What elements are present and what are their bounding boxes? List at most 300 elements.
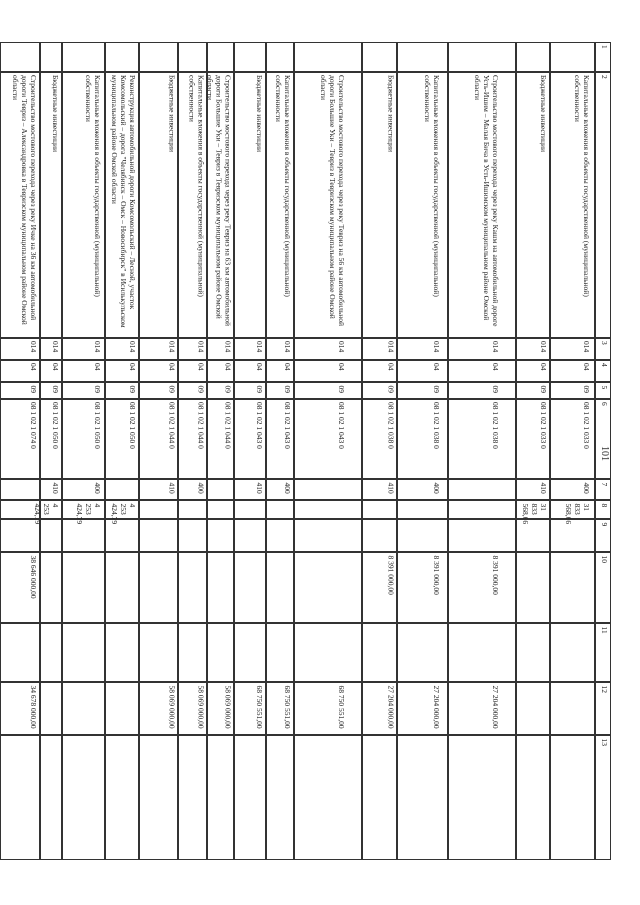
column-header-6	[595, 399, 611, 479]
table-row-2-col-4	[516, 360, 550, 382]
table-row-4-col-3-text: 014	[431, 341, 441, 353]
table-row-5-col-9	[362, 519, 397, 552]
column-header-11	[595, 623, 611, 682]
table-row-9-col-11	[207, 623, 234, 682]
table-row-8-col-12	[234, 682, 266, 735]
table-row-5-col-11	[362, 623, 397, 682]
table-row-4-col-8	[397, 500, 448, 519]
table-row-7-col-2	[266, 72, 294, 338]
table-row-11-col-13	[139, 735, 178, 860]
table-row-3-col-7	[448, 479, 516, 500]
table-row-15-col-6	[0, 399, 40, 479]
table-row-3-col-6	[448, 399, 516, 479]
table-row-6-col-5-text: 09	[337, 385, 346, 393]
column-header-5-text: 5	[600, 385, 609, 389]
column-header-1	[595, 42, 611, 72]
table-row-1-col-13	[550, 735, 595, 860]
table-row-14-col-7	[40, 479, 62, 500]
table-row-15-col-10	[0, 552, 40, 623]
table-row-15-col-4	[0, 360, 40, 382]
table-row-11-col-6-text: 08 1 02 1 044 0	[167, 402, 176, 449]
table-row-4-col-2	[397, 72, 448, 338]
table-row-12-col-1	[105, 42, 139, 72]
table-row-6-col-4-text: 04	[337, 363, 346, 371]
table-row-4-col-5	[397, 382, 448, 399]
table-row-2-col-4-text: 04	[539, 363, 548, 371]
table-row-15-col-7	[0, 479, 40, 500]
table-row-9-col-2	[207, 72, 234, 338]
table-row-1-col-5	[550, 382, 595, 399]
table-row-11-col-5-text: 09	[167, 385, 176, 393]
page-number: 101	[599, 446, 610, 461]
table-row-9-col-4	[207, 360, 234, 382]
table-row-5-col-10-text: 8 391 000,00	[386, 555, 395, 595]
table-row-13-col-3-text: 014	[92, 341, 102, 353]
table-row-9-col-7	[207, 479, 234, 500]
column-header-10	[595, 552, 611, 623]
table-row-5-col-7	[362, 479, 397, 500]
table-row-8-col-2-text: Бюджетные инвестиции	[255, 75, 264, 152]
table-row-7-col-3-text: 014	[283, 341, 292, 353]
table-row-9-col-12	[207, 682, 234, 735]
table-row-2-col-2-text: Бюджетные инвестиции	[539, 75, 548, 152]
table-row-10-col-13	[178, 735, 207, 860]
table-row-13-col-7	[62, 479, 105, 500]
column-header-4-text: 4	[600, 363, 609, 367]
table-row-1-col-9	[550, 519, 595, 552]
table-row-7-col-7-text: 400	[283, 482, 292, 494]
table-row-15-col-10-text: 38 646 000,00	[29, 555, 38, 599]
table-row-10-col-3-text: 014	[196, 341, 205, 353]
table-row-4-col-9	[397, 519, 448, 552]
table-row-6-col-7	[294, 479, 362, 500]
table-row-12-col-6-text: 08 1 02 1 050 0	[128, 402, 137, 449]
column-header-9-text: 9	[600, 522, 609, 526]
table-row-9-col-5-text: 09	[223, 385, 232, 393]
column-header-9	[595, 519, 611, 552]
table-row-3-col-4-text: 04	[491, 363, 500, 371]
table-row-3-col-12	[448, 682, 516, 735]
table-row-10-col-7-text: 400	[196, 482, 205, 494]
table-row-10-col-4	[178, 360, 207, 382]
table-row-8-col-4	[234, 360, 266, 382]
table-row-11-col-4-text: 04	[167, 363, 176, 371]
table-row-9-col-13	[207, 735, 234, 860]
table-row-15-col-1	[0, 42, 40, 72]
table-row-6-col-6-text: 08 1 02 1 043 0	[337, 402, 346, 449]
column-header-13-text: 13	[600, 738, 609, 746]
column-header-8-text: 8	[600, 503, 609, 507]
table-row-8-col-3	[234, 338, 266, 360]
table-row-8-col-5-text: 09	[255, 385, 264, 393]
table-row-10-col-4-text: 04	[196, 363, 205, 371]
table-row-6-col-3-text: 014	[337, 341, 346, 353]
table-row-3-col-1	[448, 42, 516, 72]
table-row-9-col-10	[207, 552, 234, 623]
table-row-12-col-4	[105, 360, 139, 382]
table-row-9-col-5	[207, 382, 234, 399]
table-row-14-col-4-text: 04	[51, 363, 60, 371]
table-row-3-col-12-text: 27 204 000,00	[491, 685, 500, 729]
table-row-7-col-9	[266, 519, 294, 552]
table-row-8-col-6-text: 08 1 02 1 043 0	[255, 402, 264, 449]
table-row-8-col-13	[234, 735, 266, 860]
table-row-3-col-3-text: 014	[491, 341, 500, 353]
table-row-2-col-3	[516, 338, 550, 360]
table-row-15-col-12	[0, 682, 40, 735]
table-row-1-col-6-text: 08 1 02 1 033 0	[581, 402, 591, 449]
table-row-2-col-11	[516, 623, 550, 682]
table-row-12-col-8	[105, 500, 139, 524]
table-row-8-col-10	[234, 552, 266, 623]
table-row-11-col-9	[139, 519, 178, 552]
table-row-12-col-3-text: 014	[128, 341, 137, 353]
table-row-1-col-7-text: 400	[581, 482, 591, 494]
table-row-13-col-3	[62, 338, 105, 360]
table-row-7-col-4	[266, 360, 294, 382]
table-row-8-col-11	[234, 623, 266, 682]
column-header-4	[595, 360, 611, 382]
table-row-2-col-7-text: 410	[539, 482, 548, 494]
table-row-11-col-8	[139, 500, 178, 519]
table-row-6-col-4	[294, 360, 362, 382]
table-row-4-col-10	[397, 552, 448, 623]
table-row-4-col-2-text: Капитальные вложения в объекты государственной (муниципальной) собственности	[422, 75, 441, 299]
table-row-15-col-4-text: 04	[29, 363, 38, 371]
table-row-7-col-12-text: 68 750 551,00	[283, 685, 292, 729]
table-row-2-col-5	[516, 382, 550, 399]
table-row-6-col-13	[294, 735, 362, 860]
table-row-6-col-5	[294, 382, 362, 399]
table-row-7-col-13	[266, 735, 294, 860]
table-row-7-col-11	[266, 623, 294, 682]
table-row-12-col-2-text: Реконструкция автомобильной дороги Комсомольский – Лесной, участок Комсомольский – дорога "Челябинск – Омск – Новосибирск" в Исилькульском муниципальном районе Омской области	[110, 75, 137, 330]
table-row-10-col-12-text: 58 069 000,00	[196, 685, 205, 729]
table-row-11-col-7-text: 410	[167, 482, 176, 494]
table-row-15-col-2-text: Строительство мостового перехода через реку Ичке на 36 км автомобильной дороги Тевриз – Александровка в Тевризском муниципальном районе Омской области	[11, 75, 38, 327]
table-row-12-col-3	[105, 338, 139, 360]
table-row-13-col-7-text: 400	[92, 482, 102, 494]
table-row-5-col-12	[362, 682, 397, 735]
table-row-15-col-3-text: 014	[29, 341, 38, 353]
table-row-10-col-6	[178, 399, 207, 479]
table-row-13-col-12	[62, 682, 105, 735]
table-row-14-col-8-text: 4 253 424,79	[33, 503, 60, 524]
table-row-13-col-13	[62, 735, 105, 860]
table-row-12-col-4-text: 04	[128, 363, 137, 371]
table-row-3-col-6-text: 08 1 02 1 038 0	[491, 402, 500, 449]
table-row-2-col-13	[516, 735, 550, 860]
table-row-14-col-4	[40, 360, 62, 382]
table-row-7-col-8	[266, 500, 294, 519]
table-row-12-col-5-text: 09	[128, 385, 137, 393]
table-row-4-col-13	[397, 735, 448, 860]
table-row-11-col-2	[139, 72, 178, 338]
table-row-1-col-4	[550, 360, 595, 382]
table-row-3-col-8	[448, 500, 516, 519]
table-row-1-col-3	[550, 338, 595, 360]
table-row-11-col-3	[139, 338, 178, 360]
table-row-4-col-11	[397, 623, 448, 682]
table-row-10-col-2-text: Капитальные вложения в объекты государственной (муниципальной) собственности	[187, 75, 205, 299]
table-row-2-col-5-text: 09	[539, 385, 548, 393]
table-row-6-col-12	[294, 682, 362, 735]
table-row-6-col-6	[294, 399, 362, 479]
table-row-14-col-5-text: 09	[51, 385, 60, 393]
table-row-8-col-8	[234, 500, 266, 519]
table-row-9-col-1	[207, 42, 234, 72]
table-row-5-col-3-text: 014	[386, 341, 395, 353]
table-row-10-col-3	[178, 338, 207, 360]
table-row-10-col-11	[178, 623, 207, 682]
table-row-9-col-3	[207, 338, 234, 360]
table-row-9-col-2-text: Строительство мостового перехода через реку Тевриз на 63 км автомобильной дороги Большие Уки – Тевриз в Тевризском муниципальном районе Омской области	[205, 75, 232, 328]
table-row-4-col-3	[397, 338, 448, 360]
table-row-14-col-5	[40, 382, 62, 399]
table-row-3-col-5	[448, 382, 516, 399]
table-row-13-col-1	[62, 42, 105, 72]
table-row-15-col-9	[0, 519, 40, 552]
column-header-6-text: 6	[600, 402, 609, 406]
table-row-1-col-4-text: 04	[581, 363, 591, 371]
table-row-14-col-3	[40, 338, 62, 360]
table-row-10-col-2	[178, 72, 207, 338]
table-row-13-col-8	[62, 500, 105, 524]
table-row-4-col-6	[397, 399, 448, 479]
table-row-3-col-10	[448, 552, 516, 623]
table-row-5-col-12-text: 27 204 000,00	[386, 685, 395, 729]
table-row-5-col-13	[362, 735, 397, 860]
table-row-12-col-6	[105, 399, 139, 479]
table-row-12-col-9	[105, 519, 139, 552]
table-row-14-col-10	[40, 552, 62, 623]
table-row-11-col-6	[139, 399, 178, 479]
table-row-10-col-1	[178, 42, 207, 72]
table-row-13-col-5	[62, 382, 105, 399]
table-row-15-col-5	[0, 382, 40, 399]
table-row-2-col-7	[516, 479, 550, 500]
table-row-10-col-12	[178, 682, 207, 735]
table-row-8-col-12-text: 68 750 551,00	[255, 685, 264, 729]
table-row-1-col-5-text: 09	[581, 385, 591, 393]
table-row-8-col-5	[234, 382, 266, 399]
table-row-14-col-2	[40, 72, 62, 338]
table-row-9-col-3-text: 014	[223, 341, 232, 353]
table-row-8-col-9	[234, 519, 266, 552]
column-header-10-text: 10	[600, 555, 609, 563]
table-row-5-col-7-text: 410	[386, 482, 395, 494]
table-row-1-col-10	[550, 552, 595, 623]
table-row-11-col-12-text: 58 069 000,00	[167, 685, 176, 729]
table-row-1-col-2	[550, 72, 595, 338]
table-row-8-col-7	[234, 479, 266, 500]
table-row-5-col-1	[362, 42, 397, 72]
table-row-3-col-10-text: 8 391 000,00	[491, 555, 500, 595]
table-row-13-col-11	[62, 623, 105, 682]
table-row-1-col-3-text: 014	[581, 341, 591, 353]
table-row-3-col-9	[448, 519, 516, 552]
table-row-14-col-12	[40, 682, 62, 735]
table-row-3-col-2-text: Строительство мостового перехода через реку Кашм на автомобильной дороге Усть-Ишим – Малая Бича в Усть-Ишимском муниципальном районе Омской области	[473, 75, 500, 329]
table-row-14-col-7-text: 410	[51, 482, 60, 494]
table-row-10-col-5-text: 09	[196, 385, 205, 393]
table-row-15-col-11	[0, 623, 40, 682]
table-row-6-col-11	[294, 623, 362, 682]
table-row-2-col-9	[516, 519, 550, 552]
table-row-3-col-13	[448, 735, 516, 860]
table-row-9-col-8	[207, 500, 234, 519]
table-row-4-col-7	[397, 479, 448, 500]
table-row-11-col-4	[139, 360, 178, 382]
table-row-4-col-5-text: 09	[431, 385, 441, 393]
column-header-12-text: 12	[600, 685, 609, 693]
table-row-13-col-6	[62, 399, 105, 479]
table-row-5-col-8	[362, 500, 397, 519]
table-row-6-col-2-text: Строительство мостового перехода через реку Тевриз на 56 км автомобильной дороги Большие Уки – Тевриз в Тевризском муниципальном районе Омской области	[319, 75, 346, 328]
table-row-8-col-4-text: 04	[255, 363, 264, 371]
table-row-5-col-10	[362, 552, 397, 623]
table-row-2-col-12	[516, 682, 550, 735]
table-row-13-col-6-text: 08 1 02 1 050 0	[92, 402, 102, 449]
table-row-2-col-1	[516, 42, 550, 72]
table-row-11-col-3-text: 014	[167, 341, 176, 353]
table-row-5-col-5-text: 09	[386, 385, 395, 393]
table-row-14-col-6	[40, 399, 62, 479]
table-row-14-col-13	[40, 735, 62, 860]
table-row-12-col-13	[105, 735, 139, 860]
table-row-2-col-8	[516, 500, 550, 524]
table-row-6-col-8	[294, 500, 362, 519]
table-row-1-col-11	[550, 623, 595, 682]
table-row-11-col-10	[139, 552, 178, 623]
column-header-1-text: 1	[600, 45, 609, 49]
table-row-4-col-4	[397, 360, 448, 382]
table-row-8-col-2	[234, 72, 266, 338]
table-row-8-col-7-text: 410	[255, 482, 264, 494]
table-row-7-col-5	[266, 382, 294, 399]
table-row-10-col-5	[178, 382, 207, 399]
table-row-8-col-1	[234, 42, 266, 72]
table-row-5-col-6	[362, 399, 397, 479]
table-row-5-col-4-text: 04	[386, 363, 395, 371]
table-row-3-col-2	[448, 72, 516, 338]
table-row-3-col-3	[448, 338, 516, 360]
table-row-1-col-6	[550, 399, 595, 479]
table-row-14-col-2-text: Бюджетные инвестиции	[51, 75, 60, 152]
table-row-1-col-7	[550, 479, 595, 500]
table-row-10-col-9	[178, 519, 207, 552]
column-header-3-text: 3	[600, 341, 609, 345]
table-row-11-col-1	[139, 42, 178, 72]
table-row-11-col-11	[139, 623, 178, 682]
table-row-5-col-4	[362, 360, 397, 382]
table-row-8-col-3-text: 014	[255, 341, 264, 353]
table-row-13-col-2	[62, 72, 105, 338]
table-row-4-col-6-text: 08 1 02 1 038 0	[431, 402, 441, 449]
table-row-8-col-6	[234, 399, 266, 479]
column-header-11-text: 11	[600, 626, 609, 634]
table-row-12-col-7	[105, 479, 139, 500]
table-row-13-col-8-text: 4 253 424,79	[74, 503, 102, 524]
column-header-3	[595, 338, 611, 360]
table-row-4-col-1	[397, 42, 448, 72]
table-row-9-col-9	[207, 519, 234, 552]
table-row-13-col-4-text: 04	[92, 363, 102, 371]
table-row-2-col-6	[516, 399, 550, 479]
table-row-15-col-2	[0, 72, 40, 338]
table-row-5-col-5	[362, 382, 397, 399]
table-row-15-col-12-text: 34 678 000,00	[29, 685, 38, 729]
column-header-5	[595, 382, 611, 399]
table-row-11-col-5	[139, 382, 178, 399]
table-row-3-col-11	[448, 623, 516, 682]
table-row-7-col-1	[266, 42, 294, 72]
table-row-4-col-10-text: 8 391 000,00	[431, 555, 441, 595]
table-row-1-col-12	[550, 682, 595, 735]
table-row-2-col-8-text: 31 833 568,66	[521, 503, 548, 524]
table-row-1-col-8	[550, 500, 595, 524]
table-row-4-col-7-text: 400	[431, 482, 441, 494]
table-row-12-col-8-text: 4 253 424,79	[110, 503, 137, 524]
table-row-9-col-6	[207, 399, 234, 479]
table-row-14-col-3-text: 014	[51, 341, 60, 353]
column-header-8	[595, 500, 611, 519]
table-row-9-col-4-text: 04	[223, 363, 232, 371]
table-row-13-col-2-text: Капитальные вложения в объекты государственной (муниципальной) собственности	[83, 75, 102, 299]
column-header-7	[595, 479, 611, 500]
table-row-4-col-12	[397, 682, 448, 735]
table-row-5-col-6-text: 08 1 02 1 038 0	[386, 402, 395, 449]
table-row-4-col-12-text: 27 204 000,00	[431, 685, 441, 729]
table-row-6-col-12-text: 68 750 551,00	[337, 685, 346, 729]
table-row-7-col-12	[266, 682, 294, 735]
table-row-6-col-10	[294, 552, 362, 623]
table-row-2-col-6-text: 08 1 02 1 033 0	[539, 402, 548, 449]
table-row-1-col-8-text: 31 833 568,66	[563, 503, 591, 524]
table-row-7-col-5-text: 09	[283, 385, 292, 393]
table-row-7-col-10	[266, 552, 294, 623]
table-row-15-col-6-text: 08 1 02 1 074 0	[29, 402, 38, 449]
table-row-13-col-4	[62, 360, 105, 382]
table-row-10-col-10	[178, 552, 207, 623]
table-row-2-col-10	[516, 552, 550, 623]
table-row-15-col-3	[0, 338, 40, 360]
column-header-7-text: 7	[600, 482, 609, 486]
table-row-7-col-7	[266, 479, 294, 500]
table-row-15-col-5-text: 09	[29, 385, 38, 393]
table-row-10-col-8	[178, 500, 207, 519]
column-header-12	[595, 682, 611, 735]
table-row-14-col-9	[40, 519, 62, 552]
table-row-15-col-8	[0, 500, 40, 519]
table-row-7-col-4-text: 04	[283, 363, 292, 371]
table-row-15-col-13	[0, 735, 40, 860]
table-row-13-col-10	[62, 552, 105, 623]
table-row-12-col-12	[105, 682, 139, 735]
table-row-14-col-8	[33, 500, 62, 524]
table-row-6-col-2	[294, 72, 362, 338]
table-row-9-col-6-text: 08 1 02 1 044 0	[223, 402, 232, 449]
table-row-1-col-2-text: Капитальные вложения в объекты государственной (муниципальной) собственности	[572, 75, 591, 299]
table-row-14-col-11	[40, 623, 62, 682]
table-row-11-col-12	[139, 682, 178, 735]
table-row-4-col-4-text: 04	[431, 363, 441, 371]
table-row-3-col-5-text: 09	[491, 385, 500, 393]
table-row-10-col-6-text: 08 1 02 1 044 0	[196, 402, 205, 449]
column-header-2	[595, 72, 611, 338]
table-row-12-col-11	[105, 623, 139, 682]
table-row-12-col-5	[105, 382, 139, 399]
